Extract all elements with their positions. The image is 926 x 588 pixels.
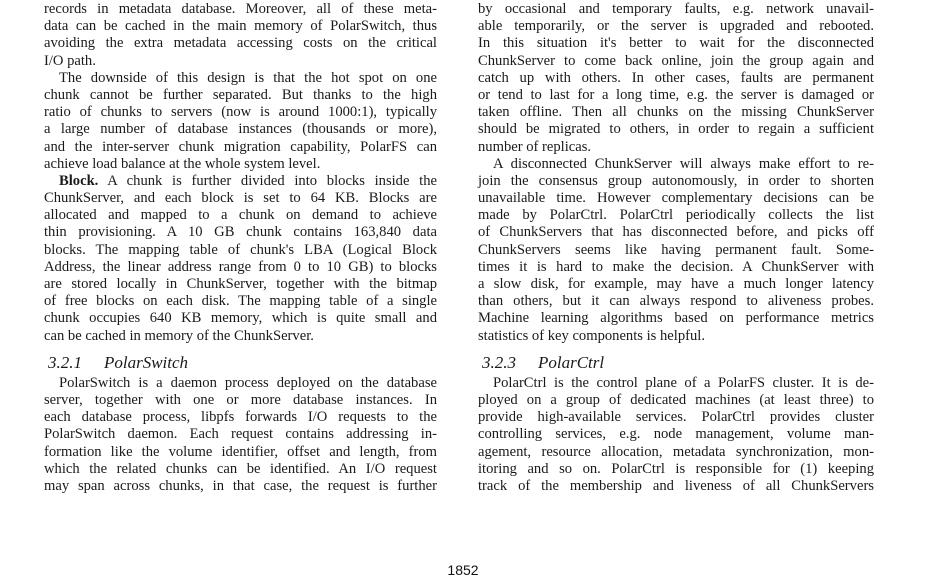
block-run-in-heading: Block. xyxy=(59,172,99,189)
text-line: A disconnected ChunkServer will always make effort to re- xyxy=(493,155,874,172)
text-line: ChunkServers seems like having permanent fault. Some- xyxy=(478,241,874,258)
text-line: ployed on a group of dedicated machines (at least three) to xyxy=(478,391,874,408)
text-line: PolarSwitch daemon. Each request contains addressing in- xyxy=(44,426,437,443)
text-line: controlling services, e.g. node management, volume man- xyxy=(478,426,874,443)
text-line: formation like the volume identifier, offset and length, from xyxy=(44,443,437,460)
text-line: times it is hard to make the decision. A ChunkServer with xyxy=(478,258,874,275)
text-line: records in metadata database. Moreover, all of these meta- xyxy=(44,1,437,17)
paragraph-polarswitch xyxy=(44,375,437,495)
text-line: than others, but it can always respond to aliveness probes. xyxy=(478,293,874,310)
section-number: 3.2.1 xyxy=(48,352,82,372)
text-line: chunk occupies 640 KB memory, which is quite small and xyxy=(44,310,437,327)
right-column xyxy=(478,1,874,495)
text-line: a slow disk, for example, may have a much longer latency xyxy=(478,276,874,292)
text-line: PolarCtrl is the control plane of a PolarFS cluster. It is de- xyxy=(493,374,874,391)
text-line: should be migrated to others, in order to regain a sufficient xyxy=(478,121,874,138)
text-line: taken offline. Then all chunks on the missing ChunkServer xyxy=(478,104,874,121)
text-line: provide high-available services. PolarCtrl provides cluster xyxy=(478,409,874,426)
text-line: a large number of database instances (thousands or more), xyxy=(44,121,437,138)
text-line: server, together with one or more database instances. In xyxy=(44,391,437,408)
text-line: ChunkServer, and each block is set to 64 KB. Blocks are xyxy=(44,190,437,207)
text-line: catch up with others. In other cases, faults are permanent xyxy=(478,69,874,86)
text-line: data can be cached in the main memory of PolarSwitch, thus xyxy=(44,18,437,35)
text-line: ratio of chunks to servers (now is around 1000:1), typically xyxy=(44,104,437,121)
text-line: statistics of key components is helpful. xyxy=(478,327,705,344)
text-line: blocks. The mapping table of chunk's LBA (Logical Block xyxy=(44,241,437,258)
text-line: and the inter-server chunk migration capability, PolarFS can xyxy=(44,138,437,155)
text-line: PolarSwitch is a daemon process deployed on the database xyxy=(59,374,437,391)
text-line: thin provisioning. A 10 GB chunk contains 163,840 data xyxy=(44,224,437,241)
text-line: Address, the linear address range from 0 to 10 GB) to blocks xyxy=(44,258,437,275)
text-line: unavailable time. However complementary decisions can be xyxy=(478,190,874,207)
page-number: 1852 xyxy=(447,562,479,578)
text-line: each database process, libpfs forwards I/O requests to the xyxy=(44,409,437,426)
left-column xyxy=(44,1,437,495)
text-line: track of the membership and liveness of all ChunkServers xyxy=(478,477,874,494)
text-line: itoring and so on. PolarCtrl is responsible for (1) keeping xyxy=(478,460,874,477)
text-line: In this situation it's better to wait for the disconnected xyxy=(478,35,874,52)
section-number: 3.2.3 xyxy=(482,352,516,372)
section-title: PolarSwitch xyxy=(104,352,189,372)
text-line: agement, resource allocation, metadata synchronization, mon- xyxy=(478,443,874,460)
text-line: can be cached in memory of the ChunkServer. xyxy=(44,327,314,344)
text-line: made by PolarCtrl. PolarCtrl periodically collects the list xyxy=(478,207,874,224)
text-line: I/O path. xyxy=(44,52,96,69)
text-line: are stored locally in ChunkServer, together with the bitmap xyxy=(44,276,437,292)
text-line xyxy=(44,173,437,190)
text-line: join the consensus group autonomously, in order to shorten xyxy=(478,172,874,189)
text-line: The downside of this design is that the hot spot on one xyxy=(59,69,437,86)
text-line: by occasional and temporary faults, e.g. network unavail- xyxy=(478,1,874,17)
text-line: number of replicas. xyxy=(478,138,592,155)
text-line: Machine learning algorithms based on performance metrics xyxy=(478,310,874,327)
text-line: of ChunkServers that has disconnected before, and picks off xyxy=(478,224,874,241)
paragraph-polarctrl xyxy=(478,375,874,495)
text-line: allocated and mapped to a chunk on demand to achieve xyxy=(44,207,437,224)
text-line: ChunkServer to come back online, join the group again and xyxy=(478,52,874,69)
text-run: A chunk is further divided into blocks inside the xyxy=(98,172,437,189)
paragraph-block xyxy=(44,173,437,345)
text-line: chunk cannot be further separated. But thanks to the high xyxy=(44,86,437,103)
paragraph-faults xyxy=(478,1,874,156)
text-line: achieve load balance at the whole system level. xyxy=(44,155,321,172)
text-line: able temporarily, or the server is upgraded and rebooted. xyxy=(478,18,874,35)
paragraph-disconnected xyxy=(478,156,874,345)
section-heading-polarswitch xyxy=(44,351,437,375)
section-title: PolarCtrl xyxy=(538,352,605,372)
text-line: or tend to last for a long time, e.g. the server is damaged or xyxy=(478,86,874,103)
text-line: may span across chunks, in that case, the request is further xyxy=(44,477,437,494)
text-line: of free blocks on each disk. The mapping table of a single xyxy=(44,293,437,310)
text-line: avoiding the extra metadata accessing costs on the critical xyxy=(44,35,437,52)
section-heading-polarctrl xyxy=(478,351,874,375)
paragraph-intro xyxy=(44,1,437,70)
paragraph-downside xyxy=(44,70,437,173)
text-line: which the related chunks can be identified. An I/O request xyxy=(44,460,437,477)
